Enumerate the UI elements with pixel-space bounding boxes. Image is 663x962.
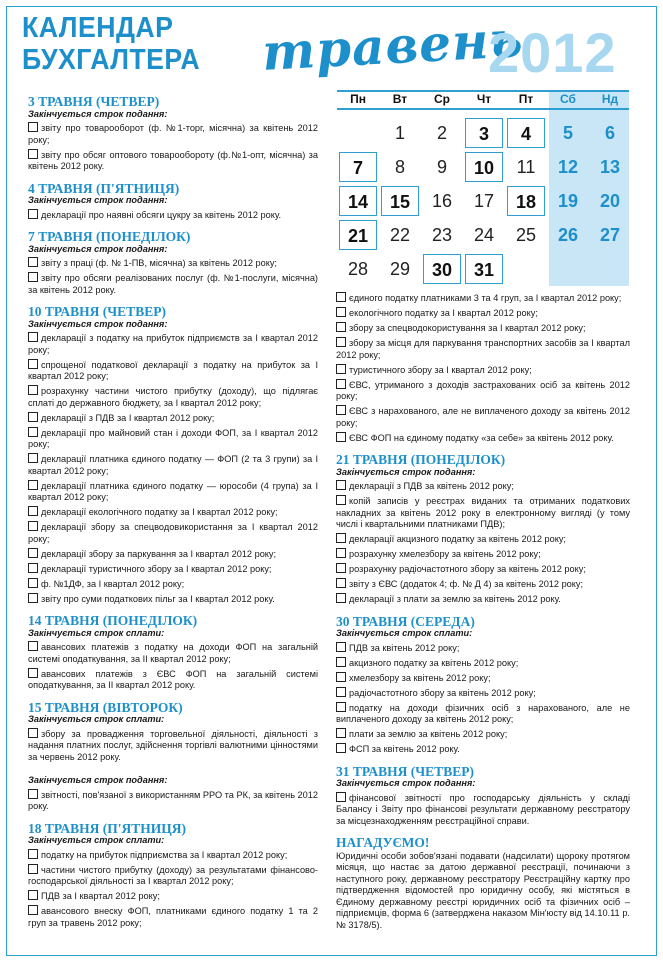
checklist-item-text: декларації туристичного збору за I квартал 2012 року; [41,563,272,574]
section-heading: 21 ТРАВНЯ (ПОНЕДІЛОК) [336,452,506,467]
checklist-item [28,593,318,606]
calendar-header-rule [337,108,629,110]
checkbox[interactable] [336,495,346,505]
calendar-day[interactable]: 17 [473,191,495,211]
checklist-item [28,563,318,576]
reminder-block [336,837,630,931]
checklist-item-text: авансових платежів з ЄВС ФОП на загальній системі оподаткування, за II квартал 2012 року. [28,668,318,690]
checkbox[interactable] [28,385,38,395]
checkbox[interactable] [28,480,38,490]
checklist-item [28,905,318,929]
checklist-item-text: декларації екологічного податку за I квартал 2012 року; [41,507,278,517]
checklist-item [336,337,630,361]
checklist-item [336,743,630,756]
checkbox[interactable] [336,480,346,490]
checkbox[interactable] [336,672,346,682]
checklist-item [28,890,318,903]
calendar-day[interactable]: 15 [381,186,419,216]
checklist-item-text: податку на доходи фізичних осіб з нарахованого, але не виплаченого доходу за квітень 2012 року; [336,702,630,724]
section-subheading: Закінчується строк подання: [28,318,168,329]
checkbox[interactable] [336,292,346,302]
calendar-day[interactable]: 10 [465,152,503,182]
calendar-day[interactable]: 13 [599,157,621,177]
left-column [28,96,318,932]
checkbox[interactable] [336,743,346,753]
checklist-item [336,548,630,561]
title-line-2: БУХГАЛТЕРА [22,44,201,76]
checklist-item-text: плати за землю за квітень 2012 року; [349,729,508,739]
calendar-day[interactable]: 14 [339,186,377,216]
checklist-item-text: збору за місця для паркування транспортних засобів за I квартал 2012 року; [336,338,630,360]
checklist-item [336,792,630,828]
section-heading: 31 ТРАВНЯ (ЧЕТВЕР) [336,763,474,779]
checkbox[interactable] [336,578,346,588]
checklist-item [28,789,318,813]
checkbox[interactable] [28,149,38,159]
checkbox[interactable] [28,578,38,588]
checkbox[interactable] [28,209,38,219]
checklist-item-text: спрощеної податкової декларації з податку на прибуток за I квартал 2012 року; [28,359,318,381]
page-title [22,12,200,76]
checklist-item [336,533,630,546]
calendar-day[interactable]: 19 [557,191,579,211]
checklist-item [28,641,318,665]
checklist-item-text: розрахунку частини чистого прибутку (доходу), що підлягає сплаті до державного бюджету, за I квартал 2012 року; [28,386,318,408]
checkbox[interactable] [28,359,38,369]
calendar-day[interactable]: 5 [562,123,573,143]
checklist-item-text: єдиного податку платниками 3 та 4 груп, за I квартал 2012 року; [349,293,622,303]
checklist-item [336,322,630,335]
section-block [28,109,318,173]
calendar-day[interactable]: 30 [423,254,461,284]
section-heading: 10 ТРАВНЯ (ЧЕТВЕР) [28,304,166,319]
calendar-day[interactable]: 4 [507,118,545,148]
checkbox[interactable] [28,789,38,799]
checklist-item [28,864,318,888]
checkbox[interactable] [28,593,38,603]
checkbox[interactable] [28,272,38,282]
checklist-item [336,563,630,576]
checkbox[interactable] [28,890,38,900]
weekday-label: Вт [392,92,408,106]
checkbox[interactable] [336,307,346,317]
section-subheading: Закінчується строк подання: [28,108,168,119]
section-heading: 14 ТРАВНЯ (ПОНЕДІЛОК) [28,613,198,628]
checklist-item-text: розрахунку радіочастотного збору за квітень 2012 року; [349,564,586,574]
weekday-label: Ср [434,92,450,106]
title-line-1: КАЛЕНДАР [22,12,174,44]
checklist-item-text: декларації платника єдиного податку — юрособи (4 група) за I квартал 2012 року; [28,480,318,502]
section-heading: 4 ТРАВНЯ (П'ЯТНИЦЯ) [28,180,180,196]
section-subheading: Закінчується строк сплати: [28,627,165,638]
calendar-day[interactable]: 25 [515,225,537,245]
checkbox[interactable] [336,548,346,558]
checkbox[interactable] [336,792,346,802]
month-title: травень [260,9,525,82]
section-heading: 7 ТРАВНЯ (ПОНЕДІЛОК) [28,229,191,244]
checklist-item [336,728,630,741]
calendar-day[interactable]: 31 [465,254,503,284]
checklist-item-text: екологічного податку за I квартал 2012 року; [349,308,538,318]
checklist-item [336,702,630,726]
checkbox[interactable] [336,379,346,389]
checkbox[interactable] [28,905,38,915]
checklist-item-text: ФСП за квітень 2012 року. [349,744,460,754]
calendar-day[interactable]: 2 [436,123,447,143]
checklist-item-text: збору за провадження торговельної діяльності, діяльності з надання платних послуг, здійснення торгівлі валютними цінностями за червень 2012 року. [28,728,318,762]
section-block [336,628,630,756]
calendar-day[interactable]: 22 [389,225,411,245]
checkbox[interactable] [28,864,38,874]
calendar-day[interactable]: 26 [557,225,579,245]
calendar-day[interactable]: 20 [599,191,621,211]
checklist-item-text: звіту з праці (ф. № 1-ПВ, місячна) за квітень 2012 року; [41,258,277,268]
calendar-day[interactable]: 23 [431,225,453,245]
section-subheading: Закінчується строк сплати: [336,628,473,638]
checklist-item-text: декларації збору за паркування за I квартал 2012 року; [41,548,277,559]
checkbox[interactable] [28,728,38,738]
checkbox[interactable] [28,521,38,531]
calendar-day[interactable]: 24 [473,225,495,245]
calendar-day[interactable]: 16 [431,191,453,211]
checklist-item [336,432,630,445]
checkbox[interactable] [336,322,346,332]
section-block [28,628,318,692]
checklist-item-text: ЄВС ФОП на єдиному податку «за себе» за квітень 2012 року. [349,432,614,443]
reminder-heading: НАГАДУЄМО! [336,835,430,850]
checklist-item-text: радіочастотного збору за квітень 2012 року; [349,687,536,698]
weekday-label: Пн [350,92,366,106]
checklist-item-text: ЄВС з нарахованого, але не виплаченого доходу за квітень 2012 року; [336,406,630,428]
checklist-item [336,292,630,305]
checklist-item-text: ПДВ за квітень 2012 року; [349,642,460,653]
checklist-item [336,495,630,531]
checklist-item-text: декларації з податку на прибуток підприємств за I квартал 2012 року; [28,333,318,355]
checklist-item [28,548,318,561]
section-subheading: Закінчується строк сплати: [28,835,165,845]
checklist-item [28,578,318,591]
checklist-item-text: хмелезбору за квітень 2012 року; [349,672,491,683]
weekday-label: Чт [476,92,492,106]
month-calendar [337,90,629,286]
checkbox[interactable] [28,641,38,651]
checkbox[interactable] [336,593,346,603]
checklist-item [28,257,318,270]
checklist-item-text: ЄВС, утриманого з доходів застрахованих осіб за квітень 2012 року; [336,379,630,401]
checklist-item [336,593,630,606]
calendar-day[interactable]: 3 [465,118,503,148]
checklist-item-text: звіту про суми податкових пільг за I квартал 2012 року. [41,593,275,604]
year-title: 2012 [488,21,617,84]
checklist-item [28,521,318,545]
checkbox[interactable] [28,332,38,342]
calendar-day[interactable]: 18 [507,186,545,216]
weekday-label: Сб [560,92,576,106]
checkbox[interactable] [336,405,346,415]
checklist-item-text: звіту про товарооборот (ф. №1-торг, місячна) за квітень 2012 року; [28,123,318,145]
calendar-day[interactable]: 21 [339,220,377,250]
checklist-item-text: ф. №1ДФ, за I квартал 2012 року; [41,578,185,589]
section-heading: 30 ТРАВНЯ (СЕРЕДА) [336,613,475,629]
checklist-item-text: декларації з ПДВ за квітень 2012 року; [349,481,514,491]
checkbox[interactable] [28,548,38,558]
checklist-item-text: декларації з плати за землю за квітень 2012 року. [349,594,561,604]
checklist-item [28,506,318,519]
checklist-item-text: авансового внеску ФОП, платниками єдиного податку 1 та 2 груп за травень 2012 року; [28,906,318,928]
checklist-item [336,687,630,700]
checklist-item-text: фінансової звітності про господарську діяльність у складі Балансу і Звіту про фінансові результати державному реєстратору за місцезнаходженням реєстраційної справи. [336,792,630,826]
checklist-item [28,149,318,173]
section-subheading: Закінчується строк подання: [28,243,168,254]
section-block [28,244,318,297]
calendar-day[interactable]: 7 [339,152,377,182]
checklist-item-text: звіту з ЄВС (додаток 4; ф. № Д 4) за квітень 2012 року; [349,579,584,589]
checkbox[interactable] [336,563,346,573]
section-block [336,778,630,827]
section-block [28,714,318,763]
weekday-label: Пт [518,92,534,106]
section-heading: 15 ТРАВНЯ (ВІВТОРОК) [28,699,183,715]
checkbox[interactable] [336,702,346,712]
checkbox[interactable] [28,427,38,437]
calendar-day[interactable]: 1 [394,123,405,143]
section-heading: 3 ТРАВНЯ (ЧЕТВЕР) [28,94,160,109]
section-subheading: Закінчується строк подання: [336,778,476,788]
section-block [28,835,318,929]
section-block [28,319,318,606]
checklist-item-text: декларації збору за спецводовикористання за I квартал 2012 року; [28,522,318,544]
checklist-item [336,642,630,655]
checklist-item [336,480,630,493]
checklist-item [336,657,630,670]
checkbox[interactable] [28,257,38,267]
calendar-day[interactable]: 11 [516,157,536,177]
calendar-day[interactable]: 12 [557,157,579,177]
checkbox[interactable] [28,122,38,132]
checklist-item-text: декларації акцизного податку за квітень 2012 року; [349,534,566,544]
checkbox[interactable] [28,849,38,859]
section-block [28,195,318,221]
checkbox[interactable] [336,432,346,442]
section-subheading: Закінчується строк подання: [28,195,168,205]
checklist-item [28,332,318,356]
checklist-item-text: копій записів у реєстрах виданих та отриманих податкових накладних за квітень 2012 року в електронному вигляді (у тому числі і квартальними платниками ПДВ); [336,496,630,529]
checkbox[interactable] [336,364,346,374]
checklist-item [28,427,318,451]
checkbox[interactable] [336,687,346,697]
reminder-text: Юридичні особи зобов'язані подавати (надсилати) щороку протягом місяця, що настає за датою державної реєстрації, починаючи з наступного року, державному реєстратору Реєстраційну картку про підтвердження відомостей про юридичну особу, які містяться в Єдиному державному реєстрі юридичних осіб та фізичних осіб – підприємців, форма 6 (затверджена наказом Мін'юсту від 14.10.11 р. № 3178/5). [336,850,630,930]
calendar-day[interactable]: 9 [436,157,447,177]
calendar-day[interactable]: 28 [347,259,369,279]
calendar-day[interactable]: 6 [604,123,615,143]
section-subheading: Закінчується строк подання: [28,775,168,785]
checkbox[interactable] [28,506,38,516]
checklist-item [28,209,318,222]
checklist-item-text: декларації з ПДВ за I квартал 2012 року; [41,412,215,423]
right-sections [336,454,630,827]
checklist-item [28,385,318,409]
checklist-item-text: збору за спецводокористування за I квартал 2012 року; [349,323,586,333]
checkbox[interactable] [336,657,346,667]
checklist-item-text: частини чистого прибутку (доходу) за результатами фінансово-господарської діяльності за I квартал 2012 року; [28,864,318,886]
checklist-item [28,359,318,383]
checklist-item-text: декларації про майновий стан і доходи ФОП, за I квартал 2012 року; [28,427,318,449]
section-heading: 18 ТРАВНЯ (П'ЯТНИЦЯ) [28,820,187,836]
checklist-item-text: туристичного збору за I квартал 2012 року; [349,364,532,375]
checklist-item [336,307,630,320]
checklist-item [336,364,630,377]
checklist-item [28,480,318,504]
checklist-item [336,672,630,685]
checklist-item-text: звітності, пов'язаної з використанням РРО та РК, за квітень 2012 року. [28,789,318,811]
checklist-item [336,578,630,591]
calendar-day[interactable]: 29 [389,259,411,279]
checklist-item [28,453,318,477]
checklist-item [336,405,630,429]
checklist-item [28,849,318,862]
weekday-label: Нд [601,92,619,106]
section-block [28,775,318,813]
section-subheading: Закінчується строк подання: [336,466,476,477]
calendar-day[interactable]: 27 [599,225,621,245]
checklist-item [28,122,318,146]
calendar-day[interactable]: 8 [394,157,405,177]
section-block [336,467,630,606]
checklist-item-text: акцизного податку за квітень 2012 року; [349,657,519,668]
checklist-item [336,379,630,403]
checklist-item-text: декларації про наявні обсяги цукру за квітень 2012 року. [41,209,282,220]
checklist-item [28,728,318,764]
checkbox[interactable] [336,642,346,652]
checklist-item [28,272,318,296]
checklist-item-text: ПДВ за I квартал 2012 року; [41,891,160,901]
checkbox[interactable] [28,563,38,573]
continued-list [336,292,630,444]
checkbox[interactable] [28,668,38,678]
checkbox[interactable] [28,412,38,422]
checklist-item-text: податку на прибуток підприємства за I квартал 2012 року; [41,849,288,860]
checklist-item-text: звіту про обсяг оптового товарообороту (ф.№1-опт, місячна) за квітень 2012 року. [28,149,318,171]
checklist-item [28,412,318,425]
checklist-item [28,668,318,692]
right-column [336,292,630,931]
checkbox[interactable] [336,728,346,738]
section-subheading: Закінчується строк сплати: [28,714,165,724]
checklist-item-text: розрахунку хмелезбору за квітень 2012 року; [349,549,541,559]
checkbox[interactable] [336,337,346,347]
checkbox[interactable] [28,453,38,463]
checklist-item-text: авансових платежів з податку на доходи ФОП на загальній системі оподаткування, за II квартал 2012 року; [28,642,318,664]
checkbox[interactable] [336,533,346,543]
checklist-item-text: звіту про обсяги реалізованих послуг (ф. №1-послуги, місячна) за квітень 2012 року. [28,273,318,295]
checklist-item-text: декларації платника єдиного податку — ФОП (2 та 3 групи) за I квартал 2012 року; [28,454,318,476]
